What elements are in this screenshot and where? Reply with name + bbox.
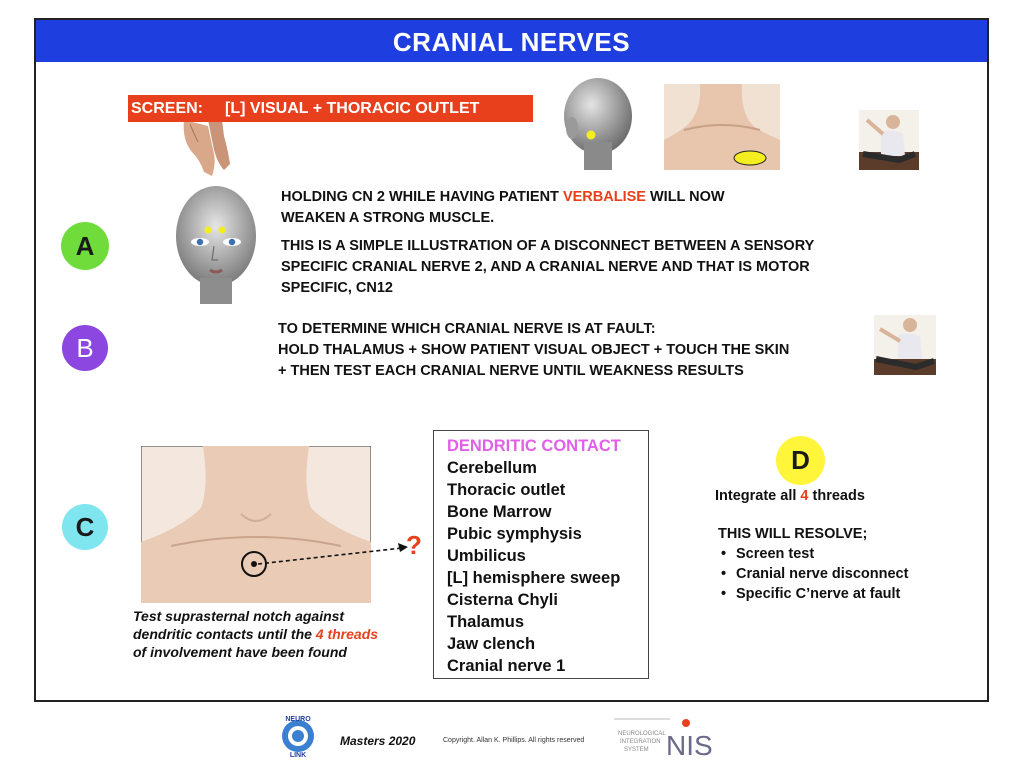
list-item: Jaw clench [447,635,536,653]
nis-small-1: NEUROLOGICAL [618,731,666,737]
screen-label: SCREEN: [131,100,204,117]
list-item: • Specific C’nerve at fault [718,584,908,604]
section-c-caption: Test suprasternal notch against dendritic contacts until the 4 threads of involvement have been found [133,608,379,660]
list-item: Bone Marrow [447,503,552,521]
section-a-line1: HOLDING CN 2 WHILE HAVING PATIENT VERBALISE WILL NOW WEAKEN A STRONG MUSCLE. [281,189,725,226]
screen-banner [128,95,533,122]
practitioner-photo-2 [874,315,936,375]
section-b-line1: TO DETERMINE WHICH CRANIAL NERVE IS AT FAULT: [278,321,656,337]
nis-big: NIS [666,730,713,759]
dendritic-contact-box [433,430,649,679]
practitioner-photo-1 [859,110,919,170]
list-item: Thalamus [447,613,525,631]
neuro-link-logo [276,714,320,758]
nis-small-3: SYSTEM [624,747,649,753]
section-b-line2: HOLD THALAMUS + SHOW PATIENT VISUAL OBJECT + TOUCH THE SKIN [278,342,790,358]
neck-chest-image [664,84,780,170]
neck-photo [141,446,371,603]
section-b-line3: + THEN TEST EACH CRANIAL NERVE UNTIL WEAKNESS RESULTS [278,363,744,379]
list-item: • Screen test [718,544,908,564]
face-image [170,186,262,304]
list-item: • Cranial nerve disconnect [718,564,908,584]
section-a-badge: A [61,222,109,270]
section-c-badge: C [62,504,108,550]
head-back-image [558,76,638,170]
screen-text: [L] VISUAL + THORACIC OUTLET [225,100,480,117]
question-mark: ? [406,530,422,560]
integrate-text: Integrate all 4 threads [715,488,865,504]
footer-copyright: Copyright. Allan K. Phillips. All rights reserved [443,737,585,744]
list-item: [L] hemisphere sweep [447,569,621,587]
verbalise-highlight: VERBALISE [562,189,646,205]
list-item: Cisterna Chyli [447,591,558,609]
dendritic-header: DENDRITIC CONTACT [447,437,621,455]
resolve-title: THIS WILL RESOLVE; [718,526,868,542]
nis-logo [614,715,714,759]
list-item: Thoracic outlet [447,481,566,499]
list-item: Pubic symphysis [447,525,582,543]
nis-small-2: INTEGRATION [620,739,661,745]
list-item: Umbilicus [447,547,526,565]
list-item: Cranial nerve 1 [447,657,566,675]
dashed-arrow [258,540,418,570]
section-b-text [278,319,838,382]
integrate-number: 4 [800,488,809,504]
logo-text-top: NEURO [285,716,311,723]
section-a-para2: THIS IS A SIMPLE ILLUSTRATION OF A DISCONNECT BETWEEN A SENSORY SPECIFIC CRANIAL NERVE 2, AND A CRANIAL NERVE AND THAT IS MOTOR SPECIFIC, CN12 [281,238,815,296]
list-item: Cerebellum [447,459,537,477]
resolve-block [718,524,908,604]
section-d-badge: D [776,436,825,485]
section-b-badge: B [62,325,108,371]
page-title: CRANIAL NERVES [36,20,987,62]
threads-highlight: 4 threads [315,626,379,642]
hand-image [178,120,240,180]
logo-text-bottom: LINK [289,752,307,758]
footer-masters: Masters 2020 [340,734,416,748]
